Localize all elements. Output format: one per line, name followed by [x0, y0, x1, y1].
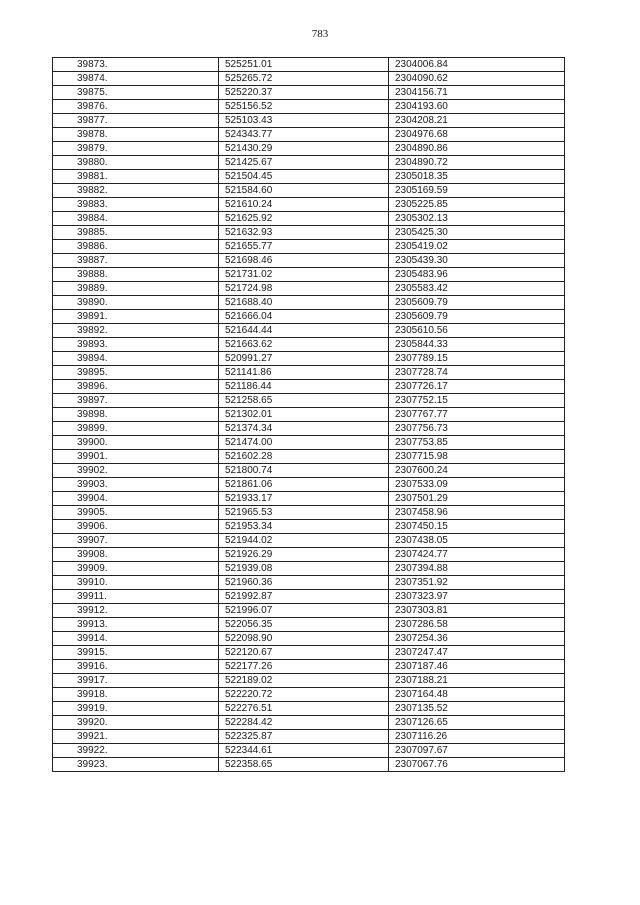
y-coordinate-cell: 2304208.21: [389, 114, 565, 128]
point-id-cell: 39918.: [53, 688, 219, 702]
x-coordinate-cell: 521944.02: [219, 534, 389, 548]
x-coordinate-cell: 521141.86: [219, 366, 389, 380]
x-coordinate-cell: 522284.42: [219, 716, 389, 730]
point-id-cell: 39874.: [53, 72, 219, 86]
point-id-cell: 39886.: [53, 240, 219, 254]
x-coordinate-cell: 521724.98: [219, 282, 389, 296]
x-coordinate-cell: 525103.43: [219, 114, 389, 128]
table-row: [53, 618, 565, 632]
table-row: [53, 702, 565, 716]
point-id-cell: 39910.: [53, 576, 219, 590]
point-id-cell: 39901.: [53, 450, 219, 464]
table-row: [53, 380, 565, 394]
point-id-cell: 39875.: [53, 86, 219, 100]
x-coordinate-cell: 520991.27: [219, 352, 389, 366]
table-row: [53, 72, 565, 86]
table-row: [53, 114, 565, 128]
point-id-cell: 39905.: [53, 506, 219, 520]
x-coordinate-cell: 521800.74: [219, 464, 389, 478]
y-coordinate-cell: 2307533.09: [389, 478, 565, 492]
point-id-cell: 39880.: [53, 156, 219, 170]
y-coordinate-cell: 2305425.30: [389, 226, 565, 240]
point-id-cell: 39882.: [53, 184, 219, 198]
x-coordinate-cell: 521960.36: [219, 576, 389, 590]
table-row: [53, 562, 565, 576]
y-coordinate-cell: 2307351.92: [389, 576, 565, 590]
table-row: [53, 478, 565, 492]
y-coordinate-cell: 2307116.26: [389, 730, 565, 744]
table-row: [53, 128, 565, 142]
point-id-cell: 39894.: [53, 352, 219, 366]
y-coordinate-cell: 2307323.97: [389, 590, 565, 604]
x-coordinate-cell: 522358.65: [219, 758, 389, 772]
point-id-cell: 39917.: [53, 674, 219, 688]
x-coordinate-cell: 522325.87: [219, 730, 389, 744]
point-id-cell: 39899.: [53, 422, 219, 436]
y-coordinate-cell: 2305483.96: [389, 268, 565, 282]
point-id-cell: 39907.: [53, 534, 219, 548]
point-id-cell: 39923.: [53, 758, 219, 772]
table-row: [53, 548, 565, 562]
y-coordinate-cell: 2305609.79: [389, 296, 565, 310]
y-coordinate-cell: 2305302.13: [389, 212, 565, 226]
y-coordinate-cell: 2307286.58: [389, 618, 565, 632]
table-row: [53, 184, 565, 198]
table-row: [53, 520, 565, 534]
y-coordinate-cell: 2307303.81: [389, 604, 565, 618]
point-id-cell: 39916.: [53, 660, 219, 674]
x-coordinate-cell: 522056.35: [219, 618, 389, 632]
point-id-cell: 39890.: [53, 296, 219, 310]
table-row: [53, 716, 565, 730]
x-coordinate-cell: 522220.72: [219, 688, 389, 702]
x-coordinate-cell: 524343.77: [219, 128, 389, 142]
x-coordinate-cell: 521992.87: [219, 590, 389, 604]
point-id-cell: 39900.: [53, 436, 219, 450]
point-id-cell: 39909.: [53, 562, 219, 576]
table-row: [53, 226, 565, 240]
x-coordinate-cell: 521610.24: [219, 198, 389, 212]
y-coordinate-cell: 2307164.48: [389, 688, 565, 702]
y-coordinate-cell: 2307394.88: [389, 562, 565, 576]
x-coordinate-cell: 525265.72: [219, 72, 389, 86]
y-coordinate-cell: 2307424.77: [389, 548, 565, 562]
x-coordinate-cell: 521663.62: [219, 338, 389, 352]
coordinates-table-body: [53, 58, 565, 772]
y-coordinate-cell: 2304156.71: [389, 86, 565, 100]
table-row: [53, 604, 565, 618]
table-row: [53, 660, 565, 674]
point-id-cell: 39883.: [53, 198, 219, 212]
point-id-cell: 39913.: [53, 618, 219, 632]
y-coordinate-cell: 2307753.85: [389, 436, 565, 450]
point-id-cell: 39889.: [53, 282, 219, 296]
table-row: [53, 730, 565, 744]
point-id-cell: 39921.: [53, 730, 219, 744]
x-coordinate-cell: 521474.00: [219, 436, 389, 450]
table-row: [53, 254, 565, 268]
y-coordinate-cell: 2304890.72: [389, 156, 565, 170]
x-coordinate-cell: 521698.46: [219, 254, 389, 268]
y-coordinate-cell: 2307187.46: [389, 660, 565, 674]
table-row: [53, 492, 565, 506]
x-coordinate-cell: 521655.77: [219, 240, 389, 254]
x-coordinate-cell: 521861.06: [219, 478, 389, 492]
x-coordinate-cell: 525156.52: [219, 100, 389, 114]
y-coordinate-cell: 2305225.85: [389, 198, 565, 212]
point-id-cell: 39891.: [53, 310, 219, 324]
x-coordinate-cell: 521632.93: [219, 226, 389, 240]
table-row: [53, 646, 565, 660]
y-coordinate-cell: 2304193.60: [389, 100, 565, 114]
point-id-cell: 39898.: [53, 408, 219, 422]
x-coordinate-cell: 522120.67: [219, 646, 389, 660]
point-id-cell: 39893.: [53, 338, 219, 352]
table-row: [53, 688, 565, 702]
table-row: [53, 408, 565, 422]
y-coordinate-cell: 2305583.42: [389, 282, 565, 296]
y-coordinate-cell: 2307188.21: [389, 674, 565, 688]
x-coordinate-cell: 521374.34: [219, 422, 389, 436]
table-row: [53, 464, 565, 478]
y-coordinate-cell: 2307247.47: [389, 646, 565, 660]
y-coordinate-cell: 2307789.15: [389, 352, 565, 366]
y-coordinate-cell: 2307756.73: [389, 422, 565, 436]
table-row: [53, 450, 565, 464]
point-id-cell: 39920.: [53, 716, 219, 730]
point-id-cell: 39912.: [53, 604, 219, 618]
table-row: [53, 590, 565, 604]
x-coordinate-cell: 521996.07: [219, 604, 389, 618]
table-row: [53, 212, 565, 226]
y-coordinate-cell: 2305169.59: [389, 184, 565, 198]
point-id-cell: 39897.: [53, 394, 219, 408]
point-id-cell: 39884.: [53, 212, 219, 226]
x-coordinate-cell: 521186.44: [219, 380, 389, 394]
x-coordinate-cell: 521302.01: [219, 408, 389, 422]
point-id-cell: 39873.: [53, 58, 219, 72]
point-id-cell: 39906.: [53, 520, 219, 534]
table-row: [53, 422, 565, 436]
x-coordinate-cell: 521939.08: [219, 562, 389, 576]
y-coordinate-cell: 2307501.29: [389, 492, 565, 506]
x-coordinate-cell: 522344.61: [219, 744, 389, 758]
table-row: [53, 394, 565, 408]
point-id-cell: 39914.: [53, 632, 219, 646]
y-coordinate-cell: 2307715.98: [389, 450, 565, 464]
y-coordinate-cell: 2307600.24: [389, 464, 565, 478]
y-coordinate-cell: 2307726.17: [389, 380, 565, 394]
x-coordinate-cell: 521430.29: [219, 142, 389, 156]
point-id-cell: 39902.: [53, 464, 219, 478]
table-row: [53, 100, 565, 114]
table-row: [53, 758, 565, 772]
y-coordinate-cell: 2305609.79: [389, 310, 565, 324]
y-coordinate-cell: 2307135.52: [389, 702, 565, 716]
table-row: [53, 338, 565, 352]
point-id-cell: 39911.: [53, 590, 219, 604]
x-coordinate-cell: 521933.17: [219, 492, 389, 506]
point-id-cell: 39895.: [53, 366, 219, 380]
table-row: [53, 436, 565, 450]
point-id-cell: 39922.: [53, 744, 219, 758]
table-row: [53, 674, 565, 688]
point-id-cell: 39879.: [53, 142, 219, 156]
table-row: [53, 534, 565, 548]
y-coordinate-cell: 2304976.68: [389, 128, 565, 142]
table-row: [53, 170, 565, 184]
x-coordinate-cell: 521258.65: [219, 394, 389, 408]
table-row: [53, 576, 565, 590]
y-coordinate-cell: 2305844.33: [389, 338, 565, 352]
table-row: [53, 142, 565, 156]
point-id-cell: 39896.: [53, 380, 219, 394]
y-coordinate-cell: 2305419.02: [389, 240, 565, 254]
x-coordinate-cell: 521666.04: [219, 310, 389, 324]
point-id-cell: 39876.: [53, 100, 219, 114]
x-coordinate-cell: 521504.45: [219, 170, 389, 184]
point-id-cell: 39903.: [53, 478, 219, 492]
x-coordinate-cell: 525220.37: [219, 86, 389, 100]
x-coordinate-cell: 521425.67: [219, 156, 389, 170]
point-id-cell: 39878.: [53, 128, 219, 142]
x-coordinate-cell: 525251.01: [219, 58, 389, 72]
table-row: [53, 58, 565, 72]
y-coordinate-cell: 2307097.67: [389, 744, 565, 758]
x-coordinate-cell: 521926.29: [219, 548, 389, 562]
point-id-cell: 39885.: [53, 226, 219, 240]
table-row: [53, 268, 565, 282]
point-id-cell: 39892.: [53, 324, 219, 338]
point-id-cell: 39881.: [53, 170, 219, 184]
point-id-cell: 39887.: [53, 254, 219, 268]
table-row: [53, 310, 565, 324]
x-coordinate-cell: 521584.60: [219, 184, 389, 198]
y-coordinate-cell: 2304090.62: [389, 72, 565, 86]
x-coordinate-cell: 522276.51: [219, 702, 389, 716]
point-id-cell: 39888.: [53, 268, 219, 282]
table-row: [53, 324, 565, 338]
x-coordinate-cell: 521965.53: [219, 506, 389, 520]
x-coordinate-cell: 522177.26: [219, 660, 389, 674]
x-coordinate-cell: 521625.92: [219, 212, 389, 226]
table-row: [53, 366, 565, 380]
table-row: [53, 506, 565, 520]
table-row: [53, 156, 565, 170]
table-row: [53, 86, 565, 100]
y-coordinate-cell: 2307126.65: [389, 716, 565, 730]
x-coordinate-cell: 521953.34: [219, 520, 389, 534]
x-coordinate-cell: 522189.02: [219, 674, 389, 688]
y-coordinate-cell: 2305018.35: [389, 170, 565, 184]
y-coordinate-cell: 2307450.15: [389, 520, 565, 534]
x-coordinate-cell: 521688.40: [219, 296, 389, 310]
table-row: [53, 632, 565, 646]
y-coordinate-cell: 2307438.05: [389, 534, 565, 548]
table-row: [53, 240, 565, 254]
y-coordinate-cell: 2307752.15: [389, 394, 565, 408]
point-id-cell: 39904.: [53, 492, 219, 506]
y-coordinate-cell: 2305439.30: [389, 254, 565, 268]
table-row: [53, 198, 565, 212]
table-row: [53, 352, 565, 366]
y-coordinate-cell: 2304890.86: [389, 142, 565, 156]
table-row: [53, 744, 565, 758]
y-coordinate-cell: 2304006.84: [389, 58, 565, 72]
y-coordinate-cell: 2307254.36: [389, 632, 565, 646]
y-coordinate-cell: 2307728.74: [389, 366, 565, 380]
table-row: [53, 282, 565, 296]
x-coordinate-cell: 521731.02: [219, 268, 389, 282]
table-row: [53, 296, 565, 310]
y-coordinate-cell: 2307767.77: [389, 408, 565, 422]
y-coordinate-cell: 2307067.76: [389, 758, 565, 772]
y-coordinate-cell: 2307458.96: [389, 506, 565, 520]
point-id-cell: 39877.: [53, 114, 219, 128]
x-coordinate-cell: 522098.90: [219, 632, 389, 646]
point-id-cell: 39908.: [53, 548, 219, 562]
coordinates-table: [52, 57, 565, 772]
page-number: 783: [311, 28, 329, 40]
point-id-cell: 39919.: [53, 702, 219, 716]
x-coordinate-cell: 521644.44: [219, 324, 389, 338]
x-coordinate-cell: 521602.28: [219, 450, 389, 464]
point-id-cell: 39915.: [53, 646, 219, 660]
y-coordinate-cell: 2305610.56: [389, 324, 565, 338]
